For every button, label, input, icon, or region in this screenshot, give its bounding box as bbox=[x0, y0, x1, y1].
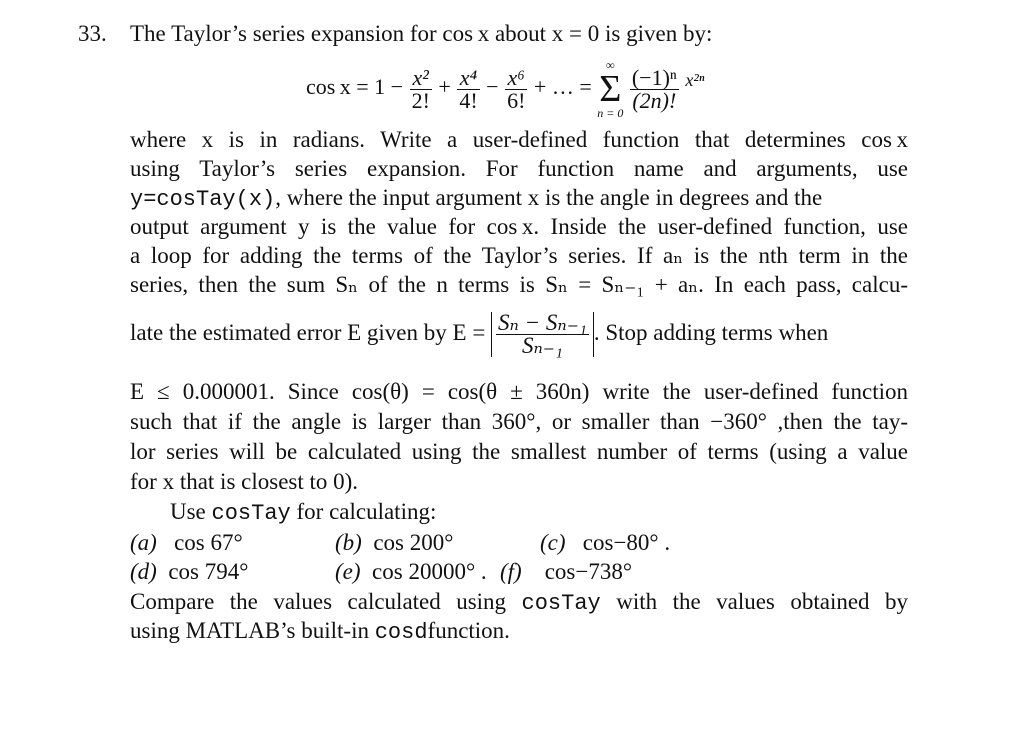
compare2-pre: using MATLAB’s built-in bbox=[130, 618, 369, 643]
paragraph2-line-3: lor series will be calculated using the smallest number of terms (using a value bbox=[130, 439, 908, 464]
formula-minus: − bbox=[486, 74, 499, 100]
error-formula-line bbox=[130, 312, 828, 357]
paragraph-line-1: where x is in radians. Write a user-defined function that determines cos x bbox=[130, 127, 908, 152]
part-c: (c) cos−80° . bbox=[540, 530, 671, 555]
part-f: (f) cos−738° bbox=[500, 559, 633, 584]
sigma-sum: ∞ Σ n = 0 bbox=[597, 58, 624, 120]
error-outro: . Stop adding terms when bbox=[593, 319, 829, 345]
error-fraction: $\frac{\text{Sₙ − Sₙ₋₁}}{\text{Sₙ₋₁}}$ bbox=[498, 310, 587, 358]
paragraph-line-3 bbox=[130, 184, 822, 214]
compare-mid: with the values obtained by bbox=[616, 589, 909, 614]
error-abs bbox=[491, 312, 594, 357]
compare-code-2: cosd bbox=[374, 620, 428, 645]
problem-number: 33. bbox=[78, 21, 107, 46]
function-signature-code: y=cosTay(x) bbox=[130, 187, 276, 212]
term-2: $\frac{\text{x⁴}}{4!}$ bbox=[459, 64, 478, 113]
paragraph2-line-4: for x that is closest to 0). bbox=[130, 469, 359, 494]
problem-intro: The Taylor’s series expansion for cos x about x = 0 is given by: bbox=[130, 21, 713, 46]
part-d: (d) cos 794° bbox=[130, 559, 249, 584]
paragraph-line-6: series, then the sum Sₙ of the n terms is Sₙ = Sₙ₋₁ + aₙ. In each pass, calcu- bbox=[130, 272, 908, 297]
compare-line-1 bbox=[130, 588, 908, 618]
formula-plus: + bbox=[438, 74, 451, 100]
series-term: $\frac{\text{(−1)ⁿ}}{(2n)!}$ bbox=[631, 64, 677, 113]
paragraph-line-3-rest: , where the input argument x is the angle in degrees and the bbox=[275, 185, 823, 210]
term-1: $\frac{\text{x²}}{2!}$ bbox=[411, 64, 430, 113]
compare-pre: Compare the values calculated using bbox=[130, 589, 507, 614]
paragraph-line-2: using Taylor’s series expansion. For function name and arguments, use bbox=[130, 156, 908, 181]
paragraph-line-4: output argument y is the value for cos x. Inside the user-defined function, use bbox=[130, 214, 908, 239]
series-power: x²ⁿ bbox=[685, 70, 705, 91]
part-e: (e) cos 20000° . bbox=[335, 559, 487, 584]
formula-lhs: cos x bbox=[306, 74, 351, 100]
use-instruction bbox=[170, 498, 436, 528]
compare-line-2 bbox=[130, 617, 510, 647]
use-pre: Use bbox=[170, 499, 206, 524]
part-b: (b) cos 200° bbox=[335, 530, 454, 555]
part-a: (a) cos 67° bbox=[130, 530, 243, 555]
use-post: for calculating: bbox=[296, 499, 437, 524]
compare2-post: function. bbox=[427, 618, 510, 643]
paragraph2-line-2: such that if the angle is larger than 360°, or smaller than −360° ,then the tay- bbox=[130, 409, 908, 434]
formula-one: 1 − bbox=[374, 74, 404, 100]
taylor-formula bbox=[306, 58, 704, 120]
formula-tail: + … = bbox=[533, 74, 592, 100]
formula-eq: = bbox=[356, 74, 369, 100]
term-3: $\frac{\text{x⁶}}{6!}$ bbox=[507, 64, 526, 113]
paragraph2-line-1: E ≤ 0.000001. Since cos(θ) = cos(θ ± 360n) write the user-defined function bbox=[130, 379, 908, 404]
paragraph-line-5: a loop for adding the terms of the Taylor’s series. If aₙ is the nth term in the bbox=[130, 243, 908, 268]
compare-code-1: cosTay bbox=[521, 591, 601, 616]
error-intro: late the estimated error E given by E = bbox=[130, 319, 486, 345]
use-code: cosTay bbox=[211, 501, 291, 526]
